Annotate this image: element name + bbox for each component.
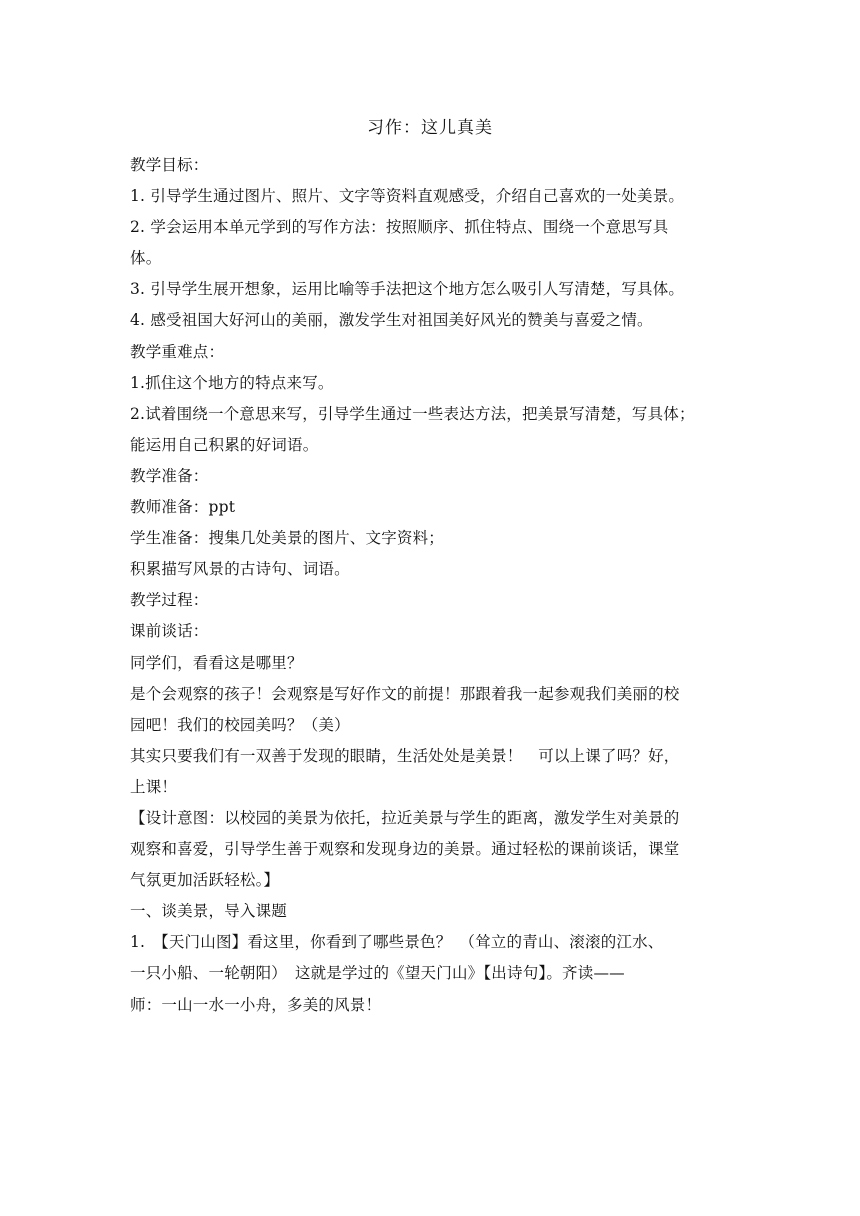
design-intent-line: 【设计意图：以校园的美景为依托，拉近美景与学生的距离，激发学生对美景的: [130, 808, 680, 827]
paragraph-line: 师：一山一水一小舟，多美的风景！: [130, 995, 382, 1014]
objective-4: 4. 感受祖国大好河山的美丽，激发学生对祖国美好风光的赞美与喜爱之情。: [130, 311, 653, 330]
student-preparation: 学生准备：搜集几处美景的图片、文字资料；: [130, 529, 445, 548]
paragraph-line: 其实只要我们有一双善于发现的眼睛，生活处处是美景！ 可以上课了吗？好，: [130, 746, 680, 765]
key-points-heading: 教学重难点：: [130, 342, 225, 361]
process-heading: 教学过程：: [130, 591, 209, 610]
objective-2-cont: 体。: [130, 249, 162, 268]
paragraph-line: 一只小船、一轮朝阳） 这就是学过的《望天门山》【出诗句】。齐读——: [130, 964, 625, 983]
objective-2: 2. 学会运用本单元学到的写作方法：按照顺序、抓住特点、围绕一个意思写具: [130, 218, 669, 237]
objective-3: 3. 引导学生展开想象，运用比喻等手法把这个地方怎么吸引人写清楚，写具体。: [130, 280, 685, 299]
objective-1: 1. 引导学生通过图片、照片、文字等资料直观感受，介绍自己喜欢的一处美景。: [130, 187, 685, 206]
document-title: 习作：这儿真美: [367, 118, 493, 138]
key-point-2: 2.试着围绕一个意思来写，引导学生通过一些表达方法，把美景写清楚，写具体；: [130, 404, 695, 423]
student-preparation-cont: 积累描写风景的古诗句、词语。: [130, 560, 350, 579]
pre-class-talk-heading: 课前谈话：: [130, 622, 209, 641]
paragraph-line: 园吧！我们的校园美吗？（美）: [130, 715, 350, 734]
design-intent-line: 观察和喜爱，引导学生善于观察和发现身边的美景。通过轻松的课前谈话，课堂: [130, 840, 680, 859]
key-point-1: 1.抓住这个地方的特点来写。: [130, 373, 334, 392]
design-intent-line: 气氛更加活跃轻松。】: [130, 871, 280, 890]
teacher-preparation: 教师准备：ppt: [130, 498, 236, 517]
paragraph-line: 同学们，看看这是哪里？: [130, 653, 303, 672]
objectives-heading: 教学目标：: [130, 156, 209, 174]
paragraph-line: 上课！: [130, 777, 178, 796]
document-body: [130, 150, 736, 1021]
preparation-heading: 教学准备：: [130, 466, 209, 485]
section-1-heading: 一、谈美景，导入课题: [130, 902, 288, 921]
paragraph-line: 1. 【天门山图】看这里，你看到了哪些景色？ （耸立的青山、滚滚的江水、: [130, 933, 664, 952]
paragraph-line: 是个会观察的孩子！会观察是写好作文的前提！那跟着我一起参观我们美丽的校: [130, 684, 680, 703]
key-point-2-cont: 能运用自己积累的好词语。: [130, 435, 319, 454]
